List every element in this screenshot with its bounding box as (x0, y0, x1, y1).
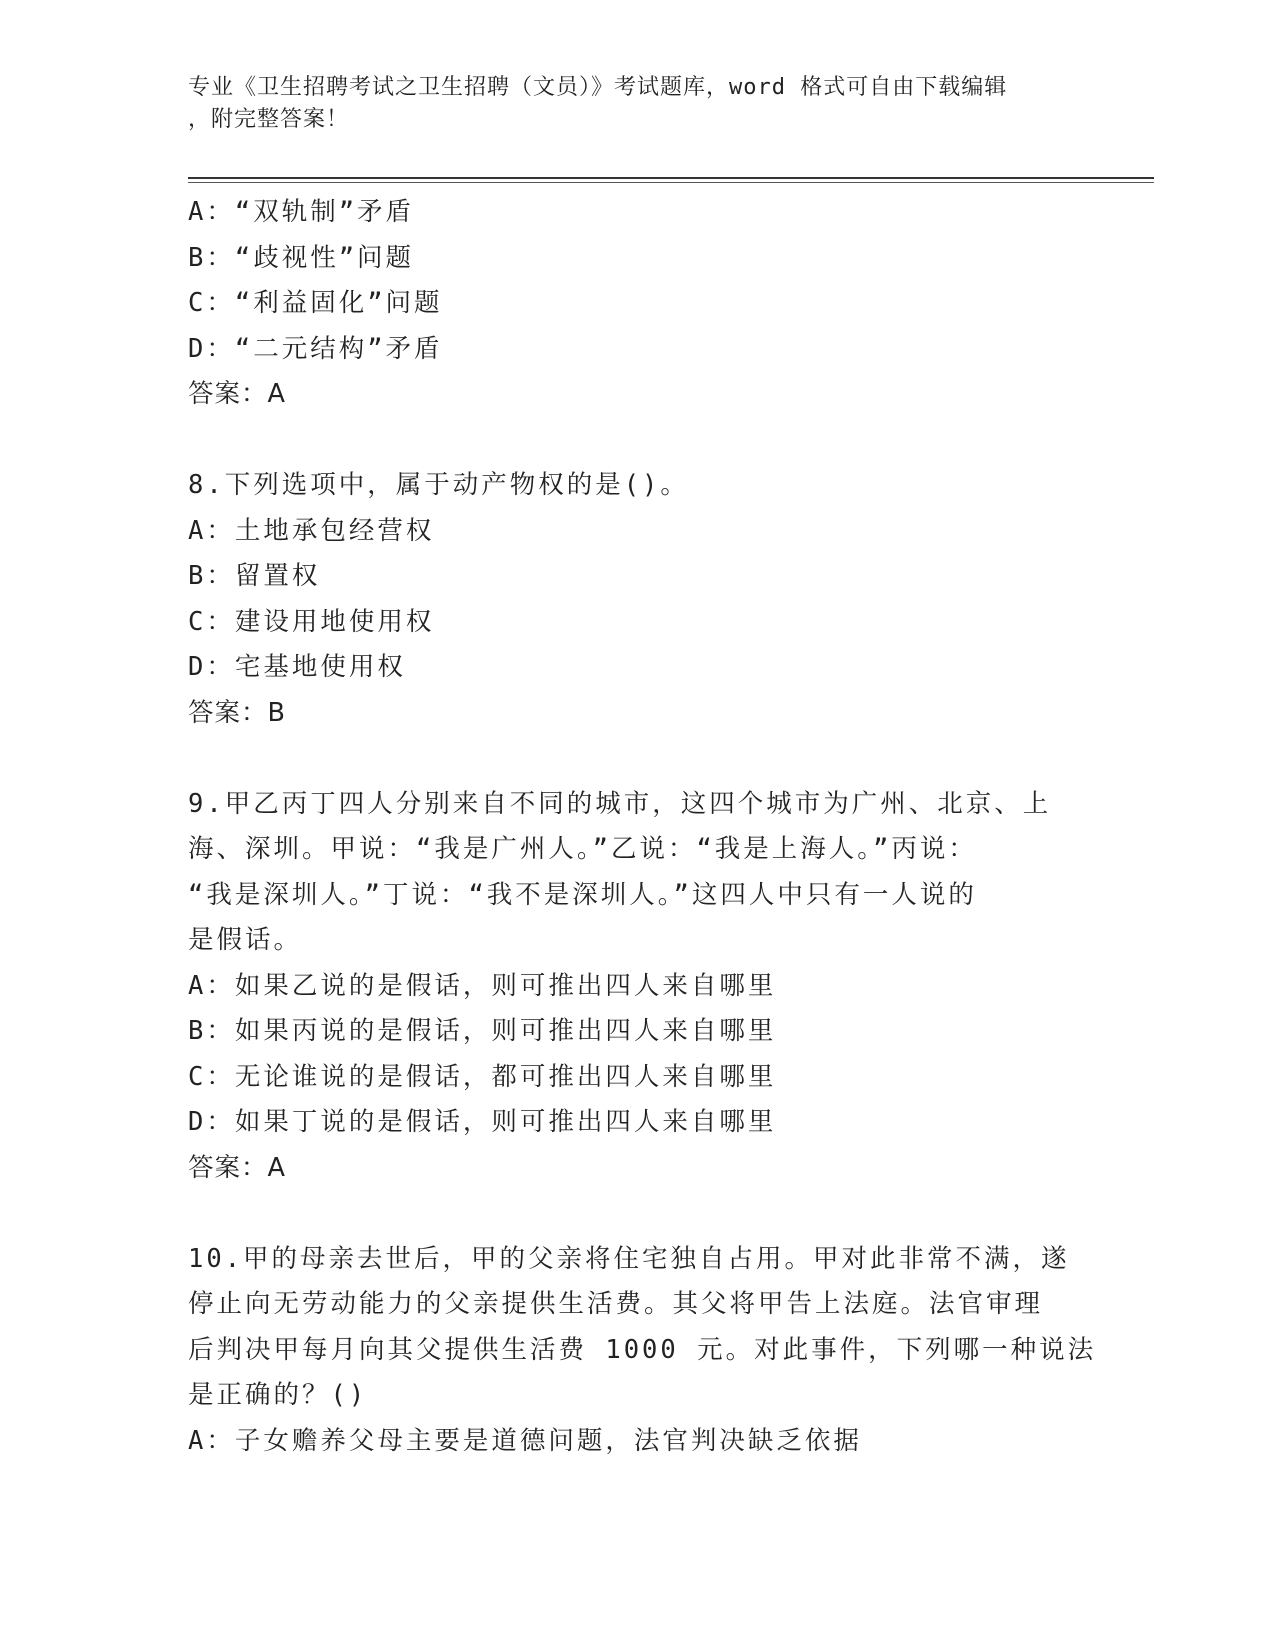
option-a: A：“双轨制”矛盾 (188, 197, 415, 227)
option-b: B：如果丙说的是假话，则可推出四人来自哪里 (188, 1016, 777, 1046)
question-stem: 8.下列选项中，属于动产物权的是()。 (188, 470, 689, 500)
question-stem-line-3: 后判决甲每月向其父提供生活费 1000 元。对此事件，下列哪一种说法 (188, 1334, 1097, 1365)
option-c: C：无论谁说的是假话，都可推出四人来自哪里 (188, 1061, 777, 1092)
spacer (188, 418, 1088, 464)
option-d: D：“二元结构”矛盾 (188, 333, 443, 364)
header-line-1: 专业《卫生招聘考试之卫生招聘（文员）》考试题库，word 格式可自由下载编辑 (188, 75, 1008, 100)
header-divider-thin (188, 182, 1154, 183)
question-block-8 (188, 463, 1088, 736)
question-stem-line-4: 是正确的？() (188, 1380, 368, 1410)
option-a: A：土地承包经营权 (188, 515, 435, 546)
option-c: C：建设用地使用权 (188, 606, 435, 637)
header-divider-thick (188, 177, 1154, 179)
option-d: D：宅基地使用权 (188, 652, 406, 682)
option-b: B：留置权 (188, 561, 321, 591)
spacer (188, 1191, 1088, 1237)
option-b: B：“歧视性”问题 (188, 242, 415, 273)
question-content (188, 190, 1097, 1464)
spacer (188, 736, 1088, 782)
option-d: D：如果丁说的是假话，则可推出四人来自哪里 (188, 1107, 777, 1137)
answer-line: 答案：A (188, 1152, 286, 1183)
header-line-2: ，附完整答案！ (188, 107, 350, 132)
question-stem-line-1: 10.甲的母亲去世后，甲的父亲将住宅独自占用。甲对此非常不满，遂 (188, 1243, 1070, 1274)
question-block-7 (188, 190, 1088, 418)
question-stem-line-2: 海、深圳。甲说：“我是广州人。”乙说：“我是上海人。”丙说： (188, 834, 977, 864)
question-block-9 (188, 782, 1088, 1192)
option-c: C：“利益固化”问题 (188, 288, 443, 318)
question-stem-line-3: “我是深圳人。”丁说：“我不是深圳人。”这四人中只有一人说的 (188, 879, 977, 910)
option-a: A：子女赡养父母主要是道德问题，法官判决缺乏依据 (188, 1425, 862, 1456)
document-header (188, 72, 1068, 136)
question-stem-line-2: 停止向无劳动能力的父亲提供生活费。其父将甲告上法庭。法官审理 (188, 1289, 1044, 1319)
answer-line: 答案：A (188, 379, 286, 409)
question-stem-line-4: 是假话。 (188, 925, 303, 955)
answer-line: 答案：B (188, 697, 286, 728)
question-stem-line-1: 9.甲乙丙丁四人分别来自不同的城市，这四个城市为广州、北京、上 (188, 788, 1052, 819)
question-block-10 (188, 1237, 1097, 1465)
option-a: A：如果乙说的是假话，则可推出四人来自哪里 (188, 970, 777, 1001)
